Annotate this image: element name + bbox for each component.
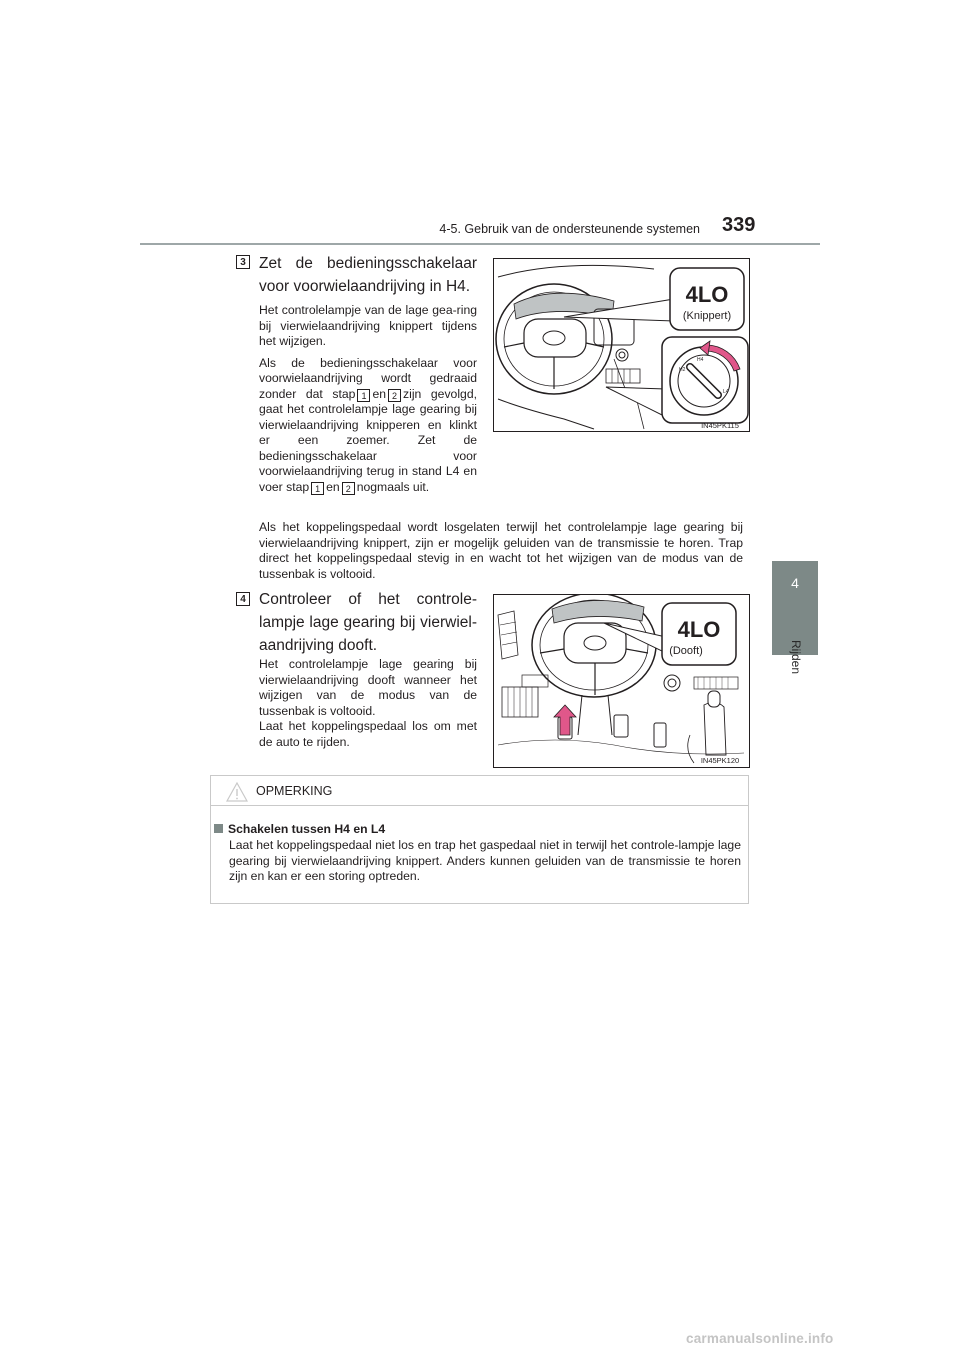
header-divider: [140, 243, 820, 245]
dial-label-l4: L4: [723, 389, 729, 395]
page-number: 339: [722, 214, 756, 236]
step-4-para-1: Het controlelampje lage gearing bij vierwielaandrijving dooft wanneer het wijzigen van de modus van de tussenbak is voltooid.: [259, 657, 477, 718]
chapter-label: Rijden: [789, 640, 803, 675]
figure-4lo-blinking: [493, 258, 750, 432]
section-title: 4-5. Gebruik van de ondersteunende systemen: [439, 222, 700, 236]
step-3-para-1: Het controlelampje van de lage gea-ring bij vierwielaandrijving knippert tijdens het wijzigen.: [259, 303, 477, 348]
notice-title: OPMERKING: [256, 784, 333, 798]
step-ref-2: 2: [388, 389, 401, 402]
step-4-body: [259, 657, 477, 750]
indicator-state-blinking: (Knippert): [682, 310, 732, 322]
warning-triangle-icon: [226, 782, 248, 802]
indicator-4lo-label: 4LO: [685, 282, 729, 307]
bullet-square-icon: [214, 824, 223, 833]
dial-label-h4: H4: [697, 357, 704, 363]
step-3-heading: Zet de bedieningsschakelaar voor voorwielaandrijving in H4.: [259, 255, 477, 295]
dial-label-h2: H2: [679, 367, 686, 373]
dashboard-pedal-illustration: [494, 595, 749, 767]
step-ref-1: 1: [357, 389, 370, 402]
dashboard-illustration: [494, 259, 749, 431]
step-ref-2b: 2: [342, 482, 355, 495]
step-3-body: [259, 303, 477, 501]
watermark: carmanualsonline.info: [686, 1331, 834, 1346]
indicator-state-off: (Dooft): [669, 645, 703, 657]
indicator-4lo-label-off: 4LO: [677, 617, 721, 642]
step-4-marker: 4: [236, 592, 250, 606]
figure-4lo-off: [493, 594, 750, 768]
figure-code-2: IN45PK120: [700, 756, 740, 765]
chapter-number: 4: [791, 575, 799, 591]
step-3-para-2: Als de bedieningsschakelaar voor voorwielaandrijving wordt gedraaid zonder dat stap 1 en 2 zijn gevolgd, gaat het controlelampje lage gearing bij vierwielaandrijving knipperen en klinkt er een zoemer. Zet de bedieningsschakelaar voor voorwielaandrijving terug in stand L4 en voer stap 1 en 2 nogmaals uit.: [259, 355, 477, 494]
release-arrow-icon: [554, 705, 576, 735]
step-4-para-2: Laat het koppelingspedaal los om met de auto te rijden.: [259, 719, 477, 749]
step-3-marker: 3: [236, 255, 250, 269]
notice-subtitle: Schakelen tussen H4 en L4: [214, 822, 385, 836]
notice-text: Laat het koppelingspedaal niet los en trap het gaspedaal niet in terwijl het controle-lampje lage gearing bij vierwielaandrijving knippert. Anders kunnen geluiden van de transmissie te horen zijn en kan er een storing optreden.: [229, 838, 741, 883]
step-4-heading: Controleer of het controle-lampje lage gearing bij vierwiel-aandrijving dooft.: [259, 591, 477, 654]
clutch-release-warning: Als het koppelingspedaal wordt losgelaten terwijl het controlelampje lage gearing bij vierwielaandrijving knippert, zijn er mogelijk geluiden van de transmissie te horen. Trap direct het koppelingspedaal stevig in en wacht tot het wijzigen van de modus van de tussenbak is voltooid.: [259, 520, 743, 581]
step-ref-1b: 1: [311, 482, 324, 495]
figure-code: IN45PK115: [701, 421, 739, 430]
